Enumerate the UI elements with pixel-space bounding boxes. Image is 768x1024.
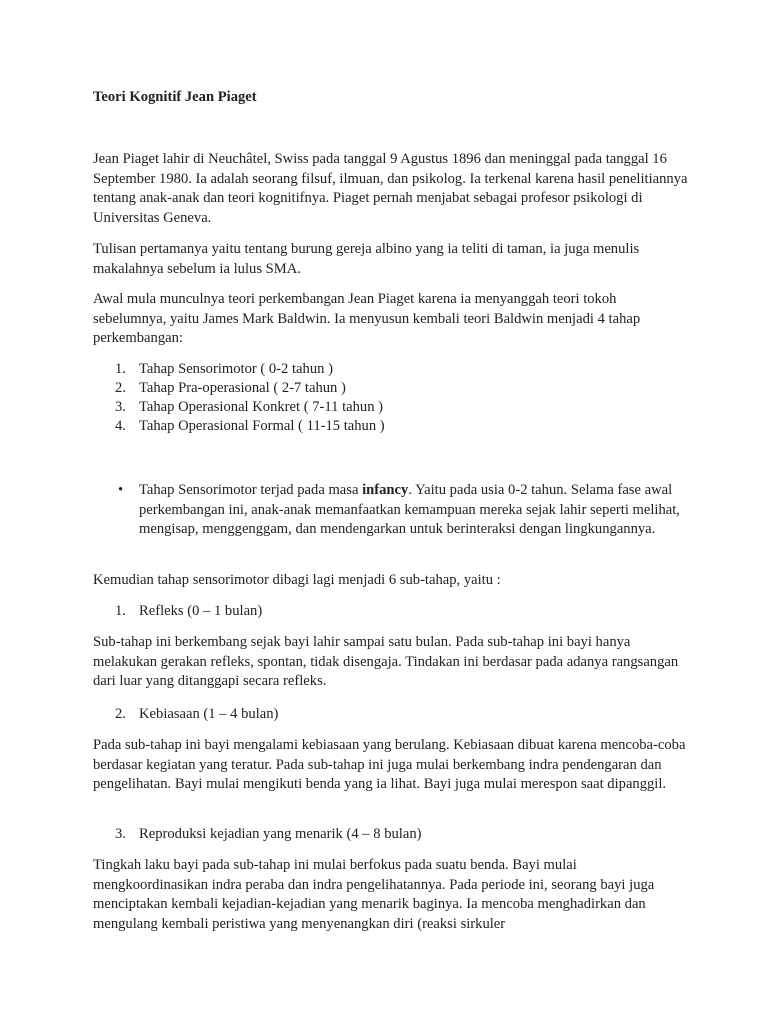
bullet-text-bold: infancy (362, 482, 409, 498)
list-number: 3. (115, 826, 126, 842)
document-title: Teori Kognitif Jean Piaget (93, 89, 257, 105)
paragraph-theory-origin: Awal mula munculnya teori perkembangan Jean Piaget karena ia menyanggah teori tokoh sebelumnya, yaitu James Mark Baldwin. Ia menyusun kembali teori Baldwin menjadi 4 tahap perkembangan: (93, 291, 641, 346)
paragraph-reproduction: Tingkah laku bayi pada sub-tahap ini mulai berfokus pada suatu benda. Bayi mulai mengkoordinasikan indra peraba dan indra pengelihatannya. Pada periode ini, seorang bayi juga menciptakan kembali kejadian-kejadian yang menarik baginya. Ia mencoba menghadirkan dan mengulang kembali peristiwa yang menyenangkan diri (reaksi sirkuler (93, 857, 655, 932)
bullet-text (139, 481, 684, 540)
list-item-text: Tahap Operasional Konkret ( 7-11 tahun ) (139, 399, 384, 415)
list-item-text: Kebiasaan (1 – 4 bulan) (139, 706, 279, 722)
list-item-text: Tahap Pra-operasional ( 2-7 tahun ) (139, 380, 346, 396)
list-item-text: Refleks (0 – 1 bulan) (139, 603, 263, 619)
paragraph-biography: Jean Piaget lahir di Neuchâtel, Swiss pada tanggal 9 Agustus 1896 dan meninggal pada tanggal 16 September 1980. Ia adalah seorang filsuf, ilmuan, dan psikolog. Ia terkenal karena hasil penelitiannya tentang anak-anak dan teori kognitifnya. Piaget pernah menjabat sebagai profesor psikologi di Universitas Geneva. (93, 151, 688, 226)
paragraph-first-writing: Tulisan pertamanya yaitu tentang burung gereja albino yang ia teliti di taman, ia juga menulis makalahnya sebelum ia lulus SMA. (93, 241, 640, 277)
paragraph-subphases-intro: Kemudian tahap sensorimotor dibagi lagi menjadi 6 sub-tahap, yaitu : (93, 572, 501, 588)
list-number: 1. (115, 603, 126, 619)
bullet-icon: • (118, 482, 124, 498)
list-number: 3. (115, 399, 126, 415)
list-number: 4. (115, 418, 126, 434)
list-number: 2. (115, 706, 126, 722)
paragraph-habit: Pada sub-tahap ini bayi mengalami kebiasaan yang berulang. Kebiasaan dibuat karena mencoba-coba berdasar kegiatan yang teratur. Pada sub-tahap ini juga mulai berkembang indra pendengaran dan pengelihatan. Bayi mulai mengikuti benda yang ia lihat. Bayi juga mulai merespon saat dipanggil. (93, 737, 686, 792)
paragraph-reflex: Sub-tahap ini berkembang sejak bayi lahir sampai satu bulan. Pada sub-tahap ini bayi hanya melakukan gerakan refleks, spontan, tidak disengaja. Tindakan ini berdasar pada adanya rangsangan dari luar yang ditanggapi secara refleks. (93, 634, 679, 689)
list-item-text: Reproduksi kejadian yang menarik (4 – 8 bulan) (139, 826, 422, 842)
bullet-text-after: . Yaitu pada usia 0-2 tahun. Selama fase awal perkembangan ini, anak-anak memanfaatkan kemampuan mereka sejak lahir seperti melihat, mengisap, menggenggam, dan mendengarkan untuk berinteraksi dengan lingkungannya. (139, 482, 680, 537)
list-item-text: Tahap Operasional Formal ( 11-15 tahun ) (139, 418, 385, 434)
bullet-text-before: Tahap Sensorimotor terjad pada masa (139, 482, 363, 498)
list-number: 1. (115, 361, 126, 377)
list-number: 2. (115, 380, 126, 396)
list-item-text: Tahap Sensorimotor ( 0-2 tahun ) (139, 361, 333, 377)
